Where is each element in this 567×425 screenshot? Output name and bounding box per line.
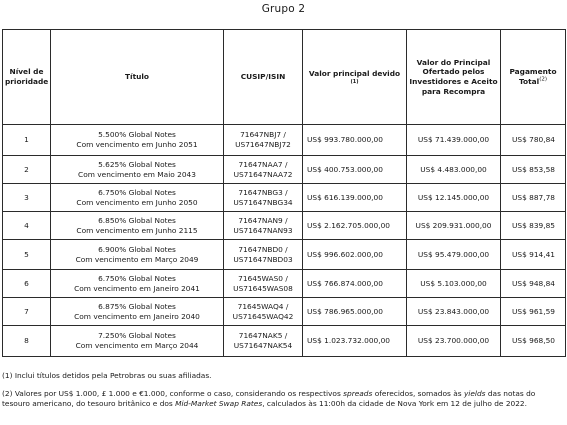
footnotes [2, 371, 564, 410]
cusip-value: 71647NAA7 / [238, 159, 288, 169]
priority-value: 3 [24, 192, 29, 202]
cell-offered [407, 298, 501, 326]
cusip-value: 71645WAQ4 / [237, 301, 289, 311]
isin-value: US71647NBJ72 [235, 140, 291, 149]
payment-value: US$ 887,78 [512, 192, 556, 202]
header-offered: Valor do Principal Ofertado pelos Investidores e Aceito para Recompra [407, 30, 501, 125]
header-payment-label: Pagamento Total [509, 67, 557, 86]
table-body [3, 125, 566, 357]
cell-offered [407, 156, 501, 184]
cell-title [51, 270, 224, 298]
priority-value: 6 [24, 278, 29, 288]
footnote-2-text-d: , calculados às 11:00h da cidade de Nova York em 12 de julho de 2022. [262, 399, 527, 409]
cell-principal [303, 125, 407, 156]
footnote-2-text-a: (2) Valores por US$ 1.000, £ 1.000 e €1.000, conforme o caso, considerando os respectivos [2, 389, 344, 399]
isin-value: US71645WAQ42 [232, 311, 294, 321]
isin-value: US71647NAK54 [233, 341, 293, 350]
cell-offered [407, 326, 501, 357]
offered-value: US$ 209.931.000,00 [415, 220, 492, 230]
principal-value: US$ 616.139.000,00 [307, 192, 383, 202]
cell-cusip [224, 240, 303, 270]
cell-payment [501, 326, 566, 357]
title-line-2: Com vencimento em Junho 2051 [76, 140, 198, 149]
footnote-2-text-c: das notas do tesouro americano, do tesouro britânico e dos [2, 389, 536, 409]
footnote-2 [2, 389, 564, 409]
offered-value: US$ 23.700.000,00 [417, 336, 490, 346]
header-principal [303, 30, 407, 125]
title-line-1: 6.875% Global Notes [98, 301, 176, 311]
title-line-2: Com vencimento em Junho 2115 [76, 225, 198, 235]
cell-principal [303, 184, 407, 212]
priority-value: 5 [24, 249, 29, 259]
payment-value: US$ 948,84 [512, 278, 556, 288]
payment-value: US$ 780,84 [512, 135, 556, 145]
table-row [3, 298, 566, 326]
title-line-2: Com vencimento em Maio 2043 [78, 169, 196, 179]
title-line-2: Com vencimento em Junho 2050 [76, 197, 198, 207]
title-line-1: 6.750% Global Notes [98, 187, 176, 197]
cell-offered [407, 240, 501, 270]
offered-value: US$ 95.479.000,00 [417, 249, 490, 259]
payment-value: US$ 853,58 [512, 164, 556, 174]
header-payment [501, 30, 566, 125]
principal-value: US$ 996.602.000,00 [307, 249, 383, 259]
cell-payment [501, 156, 566, 184]
priority-value: 8 [24, 336, 29, 346]
cell-title [51, 184, 224, 212]
cell-offered [407, 184, 501, 212]
isin-value: US71645WAS08 [233, 283, 293, 293]
isin-value: US71647NBD03 [233, 254, 293, 264]
cell-principal [303, 298, 407, 326]
offered-value: US$ 4.483.000,00 [420, 164, 487, 174]
cell-title [51, 326, 224, 357]
cell-payment [501, 270, 566, 298]
principal-value: US$ 993.780.000,00 [307, 135, 383, 145]
payment-value: US$ 961,59 [512, 306, 556, 316]
footnote-2-spreads: spreads [343, 389, 373, 399]
group-title: Grupo 2 [261, 3, 306, 15]
table-row [3, 184, 566, 212]
cell-cusip [224, 156, 303, 184]
cusip-value: 71647NBG3 / [238, 187, 288, 197]
header-cusip: CUSIP/ISIN [224, 30, 303, 125]
cell-priority [3, 326, 51, 357]
cell-priority [3, 125, 51, 156]
cell-principal [303, 326, 407, 357]
cell-cusip [224, 270, 303, 298]
cell-priority [3, 240, 51, 270]
cell-principal [303, 270, 407, 298]
header-priority: Nível de prioridade [3, 30, 51, 125]
cell-payment [501, 184, 566, 212]
footnote-2-text-b: oferecidos, somados às [372, 389, 464, 399]
title-line-1: 5.500% Global Notes [98, 130, 176, 140]
table-row [3, 240, 566, 270]
principal-value: US$ 766.874.000,00 [307, 278, 383, 288]
notes-table [2, 29, 566, 357]
cell-offered [407, 125, 501, 156]
offered-value: US$ 23.843.000,00 [417, 306, 490, 316]
cusip-value: 71647NBJ7 / [240, 130, 286, 140]
cell-priority [3, 156, 51, 184]
title-line-1: 7.250% Global Notes [98, 331, 176, 341]
cusip-value: 71645WAS0 / [238, 273, 288, 283]
table-row [3, 270, 566, 298]
payment-value: US$ 839,85 [512, 220, 556, 230]
priority-value: 4 [24, 220, 29, 230]
cusip-value: 71647NBD0 / [238, 244, 288, 254]
cell-offered [407, 270, 501, 298]
title-line-2: Com vencimento em Janeiro 2041 [74, 283, 200, 293]
principal-value: US$ 400.753.000,00 [307, 164, 383, 174]
header-principal-label: Valor principal devido [308, 69, 401, 79]
table-row [3, 156, 566, 184]
payment-value: US$ 968,50 [512, 336, 556, 346]
footnote-2-yields: yields [463, 389, 486, 399]
cell-cusip [224, 125, 303, 156]
cusip-value: 71647NAK5 / [238, 331, 288, 341]
priority-value: 1 [24, 135, 29, 145]
header-title: Título [51, 30, 224, 125]
cell-payment [501, 298, 566, 326]
isin-value: US71647NAN93 [233, 225, 293, 235]
table-header-row [3, 30, 566, 125]
priority-value: 2 [24, 164, 29, 174]
cell-title [51, 240, 224, 270]
cell-payment [501, 125, 566, 156]
title-line-1: 6.900% Global Notes [98, 244, 176, 254]
footnote-1: (1) Inclui títulos detidos pela Petrobras ou suas afiliadas. [2, 371, 212, 380]
title-line-2: Com vencimento em Janeiro 2040 [74, 311, 200, 321]
cell-priority [3, 298, 51, 326]
cell-principal [303, 240, 407, 270]
priority-value: 7 [24, 306, 29, 316]
title-line-1: 6.750% Global Notes [98, 273, 176, 283]
header-principal-note: (1) [350, 78, 359, 85]
offered-value: US$ 5.103.000,00 [420, 278, 487, 288]
cell-cusip [224, 212, 303, 240]
offered-value: US$ 12.145.000,00 [417, 192, 490, 202]
cell-title [51, 125, 224, 156]
cusip-value: 71647NAN9 / [238, 215, 288, 225]
payment-value: US$ 914,41 [512, 249, 556, 259]
cell-cusip [224, 326, 303, 357]
principal-value: US$ 786.965.000,00 [307, 306, 383, 316]
cell-title [51, 212, 224, 240]
isin-value: US71647NBG34 [233, 197, 293, 207]
principal-value: US$ 1.023.732.000,00 [307, 336, 390, 346]
cell-priority [3, 212, 51, 240]
table-row [3, 125, 566, 156]
table-row [3, 326, 566, 357]
title-line-1: 5.625% Global Notes [98, 159, 176, 169]
cell-cusip [224, 298, 303, 326]
cell-cusip [224, 184, 303, 212]
principal-value: US$ 2.162.705.000,00 [307, 220, 390, 230]
cell-payment [501, 212, 566, 240]
title-line-2: Com vencimento em Março 2044 [75, 341, 199, 350]
header-payment-note: (2) [539, 76, 547, 83]
offered-value: US$ 71.439.000,00 [417, 135, 490, 145]
cell-offered [407, 212, 501, 240]
cell-priority [3, 184, 51, 212]
cell-principal [303, 156, 407, 184]
title-line-1: 6.850% Global Notes [98, 215, 176, 225]
footnote-2-midmarket: Mid-Market Swap Rates [175, 399, 263, 409]
cell-payment [501, 240, 566, 270]
cell-principal [303, 212, 407, 240]
cell-priority [3, 270, 51, 298]
cell-title [51, 156, 224, 184]
cell-title [51, 298, 224, 326]
table-row [3, 212, 566, 240]
isin-value: US71647NAA72 [233, 169, 293, 179]
title-line-2: Com vencimento em Março 2049 [75, 254, 199, 264]
